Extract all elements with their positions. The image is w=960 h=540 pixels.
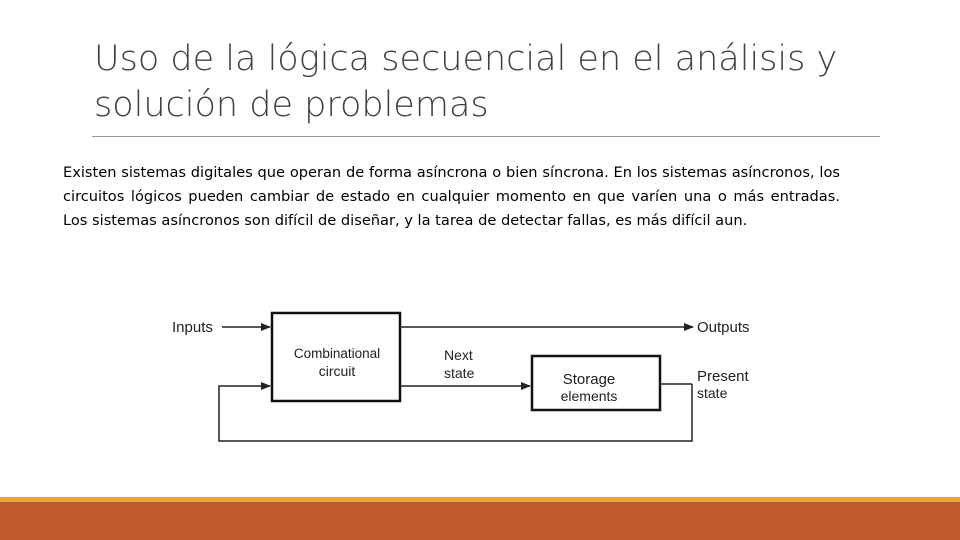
present-state-label-1: Present: [697, 368, 749, 385]
slide-title-line-2: solución de problemas: [94, 85, 489, 125]
slide-title-line-1: Uso de la lógica secuencial en el análisis y: [94, 39, 838, 79]
next-state-label-2: state: [444, 365, 475, 381]
outputs-label: Outputs: [697, 319, 750, 336]
feedback-loop-arrow: [219, 384, 692, 441]
storage-label-1: Storage: [562, 371, 616, 388]
combinational-label-1: Combinational: [293, 346, 381, 361]
inputs-label: Inputs: [172, 319, 213, 336]
storage-label-2: elements: [560, 388, 618, 404]
slide-body-text: Existen sistemas digitales que operan de forma asíncrona o bien síncrona. En los sistemas asíncronos, los circuitos lógicos pueden cambiar de estado en cualquier momento en que varíen una o más entradas. Los sistemas asíncronos son difícil de diseñar, y la tarea de detectar fallas, es más difícil aun.: [63, 164, 840, 229]
title-divider: [92, 136, 880, 137]
sequential-circuit-diagram: [160, 300, 775, 450]
next-state-label-1: Next: [444, 347, 473, 363]
slide-title: [94, 36, 894, 128]
footer-bar: [0, 502, 960, 540]
present-state-label-2: state: [697, 385, 728, 401]
combinational-label-2: circuit: [318, 363, 356, 379]
